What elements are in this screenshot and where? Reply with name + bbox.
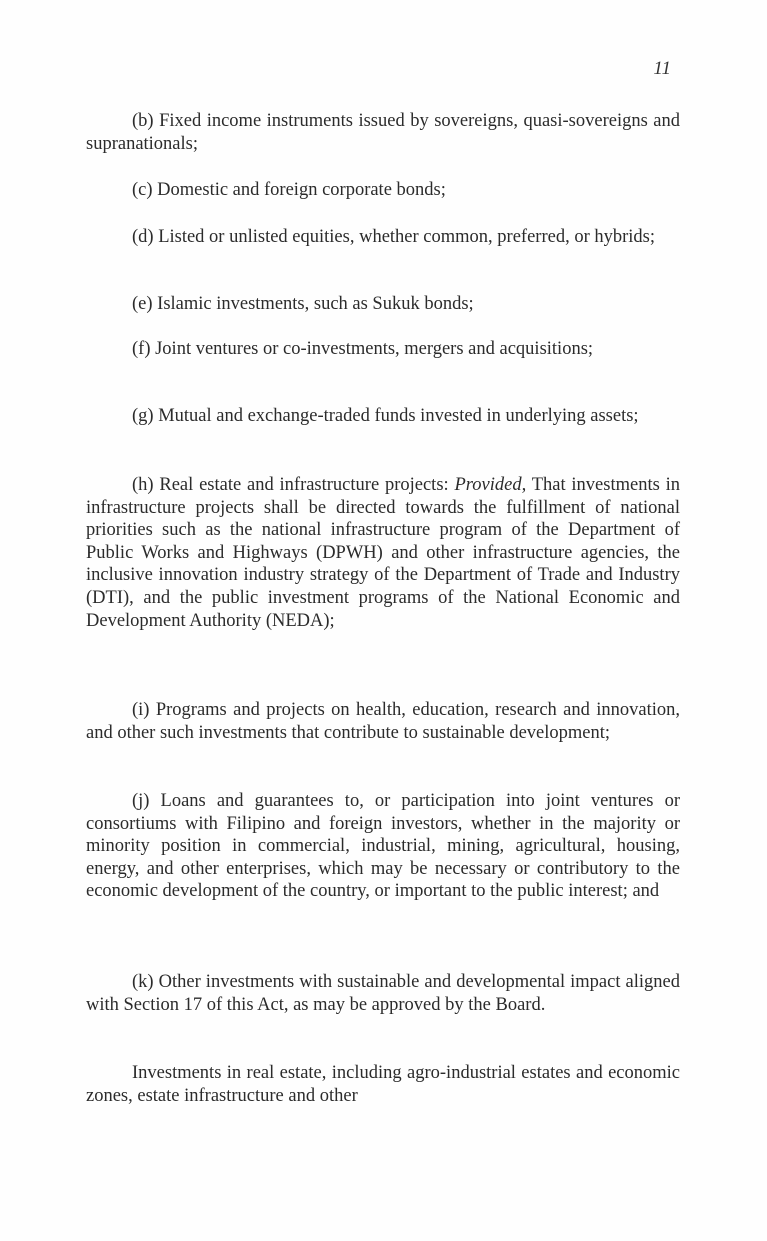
item-c: (c) Domestic and foreign corporate bonds; — [132, 180, 446, 200]
item-k: (k) Other investments with sustainable and developmental impact aligned with Section 17 of this Act, as may be approved by the Board. — [86, 972, 680, 1015]
item-j: (j) Loans and guarantees to, or participation into joint ventures or consortiums with Filipino and foreign investors, whether in the majority or minority position in commercial, industrial, mining, agricultural, housing, energy, and other enterprises, which may be necessary or contributory to the economic development of the country, or important to the public interest; and — [86, 791, 680, 902]
item-i: (i) Programs and projects on health, education, research and innovation, and other such investments that contribute to sustainable development; — [86, 700, 680, 743]
item-g: (g) Mutual and exchange-traded funds invested in underlying assets; — [132, 406, 639, 426]
page-number: 11 — [653, 58, 671, 79]
item-h-rest: That investments in infrastructure projects shall be directed towards the fulfillment of national priorities such as the national infrastructure program of the Department of Public Works and Highways (DPWH) and other infrastructure agencies, the inclusive innovation industry strategy of the Department of Trade and Industry (DTI), and the public investment programs of the National Economic and Development Authority (NEDA); — [86, 475, 680, 631]
item-f: (f) Joint ventures or co-investments, mergers and acquisitions; — [132, 339, 594, 359]
closing-paragraph: Investments in real estate, including agro-industrial estates and economic zones, estate infrastructure and other — [86, 1063, 680, 1106]
item-h-intro: (h) Real estate and infrastructure projects: — [132, 475, 455, 495]
item-b: (b) Fixed income instruments issued by sovereigns, quasi-sovereigns and supranationals; — [86, 111, 680, 154]
item-d: (d) Listed or unlisted equities, whether common, preferred, or hybrids; — [132, 227, 655, 247]
item-e: (e) Islamic investments, such as Sukuk bonds; — [132, 294, 474, 314]
item-h — [86, 474, 680, 632]
item-h-proviso: Provided, — [454, 475, 527, 495]
